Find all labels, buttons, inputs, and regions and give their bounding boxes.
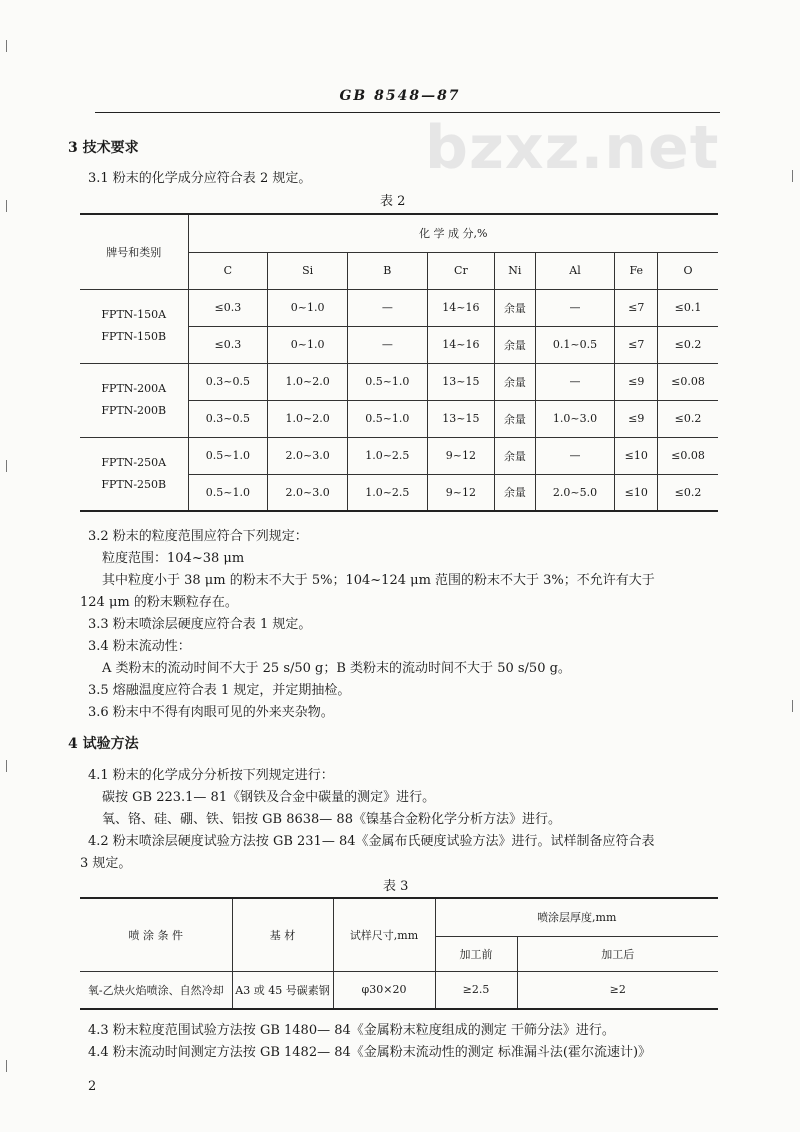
composition-cell: ≤0.1 <box>658 289 718 326</box>
grade-label: FPTN-200A <box>101 382 167 395</box>
scan-margin-mark <box>6 40 7 52</box>
composition-cell: 余量 <box>495 289 536 326</box>
para-3-1: 3.1 粉末的化学成分应符合表 2 规定。 <box>88 171 312 186</box>
header-element: Al <box>535 252 615 289</box>
table-3 <box>80 897 718 1010</box>
header-element: Fe <box>615 252 658 289</box>
standard-number-header: GB 8548—87 <box>339 88 461 104</box>
composition-cell: 余量 <box>495 326 536 363</box>
composition-cell: 余量 <box>495 400 536 437</box>
section-4-heading: 4 试验方法 <box>68 736 139 752</box>
para-4-1-carbon: 碳按 GB 223.1— 81《钢铁及合金中碳量的测定》进行。 <box>102 790 436 805</box>
para-3-2-range: 粒度范围：104~38 μm <box>102 551 245 566</box>
table-2-caption: 表 2 <box>380 194 406 209</box>
scan-margin-mark <box>792 170 793 182</box>
composition-cell: 2.0~5.0 <box>535 474 615 511</box>
composition-cell: 9~12 <box>427 474 494 511</box>
header-rule <box>95 112 720 113</box>
para-3-5: 3.5 熔融温度应符合表 1 规定，并定期抽检。 <box>88 683 351 698</box>
composition-cell: 余量 <box>495 437 536 474</box>
composition-cell: — <box>535 289 615 326</box>
composition-cell: 0~1.0 <box>268 326 348 363</box>
cell-substrate: A3 或 45 号碳素钢 <box>232 971 333 1009</box>
header-composition: 化 学 成 分,% <box>188 214 718 252</box>
composition-cell: 0.1~0.5 <box>535 326 615 363</box>
composition-cell: ≤0.2 <box>658 400 718 437</box>
para-3-4-detail: A 类粉末的流动时间不大于 25 s/50 g；B 类粉末的流动时间不大于 50 s/50 g。 <box>102 661 571 676</box>
composition-cell: 1.0~2.5 <box>347 474 427 511</box>
composition-cell: 0.5~1.0 <box>188 437 268 474</box>
composition-cell: 13~15 <box>427 363 494 400</box>
composition-cell: 0.3~0.5 <box>188 400 268 437</box>
composition-cell: 14~16 <box>427 289 494 326</box>
composition-cell: 0~1.0 <box>268 289 348 326</box>
cell-size: φ30×20 <box>333 971 435 1009</box>
composition-cell: 13~15 <box>427 400 494 437</box>
composition-cell: 1.0~2.0 <box>268 400 348 437</box>
scan-margin-mark <box>792 700 793 712</box>
composition-cell: ≤0.08 <box>658 437 718 474</box>
page-number: 2 <box>88 1079 97 1094</box>
composition-cell: — <box>535 363 615 400</box>
composition-cell: ≤9 <box>615 363 658 400</box>
grade-label: FPTN-250B <box>101 477 167 491</box>
para-4-2: 4.2 粉末喷涂层硬度试验方法按 GB 231— 84《金属布氏硬度试验方法》进行。试样制备应符合表 <box>88 834 655 849</box>
para-4-1: 4.1 粉末的化学成分分析按下列规定进行： <box>88 768 334 783</box>
table-3-caption: 表 3 <box>383 879 409 894</box>
para-3-4: 3.4 粉末流动性： <box>88 639 191 654</box>
composition-cell: 0.5~1.0 <box>347 400 427 437</box>
composition-cell: 0.5~1.0 <box>188 474 268 511</box>
composition-cell: ≤0.2 <box>658 326 718 363</box>
header-thickness: 喷涂层厚度,mm <box>435 898 718 936</box>
cell-condition: 氧-乙炔火焰喷涂、自然冷却 <box>80 971 232 1009</box>
header-grade: 牌号和类别 <box>80 214 188 289</box>
grade-cell <box>80 289 188 363</box>
para-3-6: 3.6 粉末中不得有肉眼可见的外来夹杂物。 <box>88 705 334 720</box>
scan-margin-mark <box>6 460 7 472</box>
para-3-2: 3.2 粉末的粒度范围应符合下列规定： <box>88 529 308 544</box>
header-size: 试样尺寸,mm <box>333 898 435 971</box>
composition-cell: 2.0~3.0 <box>268 437 348 474</box>
para-3-2-detail-cont: 124 μm 的粉末颗粒存在。 <box>80 595 238 610</box>
composition-cell: ≤0.08 <box>658 363 718 400</box>
grade-cell <box>80 363 188 437</box>
grade-label: FPTN-250A <box>101 455 167 469</box>
header-element: O <box>658 252 718 289</box>
composition-cell: ≤10 <box>615 437 658 474</box>
grade-label: FPTN-150B <box>101 330 167 343</box>
composition-cell: ≤10 <box>615 474 658 511</box>
para-4-3: 4.3 粉末粒度范围试验方法按 GB 1480— 84《金属粉末粒度组成的测定 干筛分法》进行。 <box>88 1023 615 1038</box>
composition-cell: ≤0.3 <box>188 289 268 326</box>
composition-cell: ≤0.3 <box>188 326 268 363</box>
header-element: Si <box>268 252 348 289</box>
para-4-4: 4.4 粉末流动时间测定方法按 GB 1482— 84《金属粉末流动性的测定 标准漏斗法(霍尔流速计)》 <box>88 1045 652 1060</box>
grade-label: FPTN-200B <box>101 404 167 417</box>
composition-cell: 2.0~3.0 <box>268 474 348 511</box>
composition-cell: — <box>347 326 427 363</box>
cell-before: ≥2.5 <box>435 971 517 1009</box>
composition-cell: ≤7 <box>615 289 658 326</box>
grade-label: FPTN-150A <box>101 308 167 321</box>
composition-cell: 1.0~2.5 <box>347 437 427 474</box>
cell-after: ≥2 <box>517 971 718 1009</box>
scan-margin-mark <box>6 760 7 772</box>
header-condition: 喷 涂 条 件 <box>80 898 232 971</box>
table-row <box>80 437 718 474</box>
composition-cell: 0.3~0.5 <box>188 363 268 400</box>
composition-cell: 9~12 <box>427 437 494 474</box>
header-element: B <box>347 252 427 289</box>
composition-cell: ≤0.2 <box>658 474 718 511</box>
watermark: bzxz.net <box>425 113 720 183</box>
composition-cell: 1.0~3.0 <box>535 400 615 437</box>
grade-cell <box>80 437 188 511</box>
composition-cell: ≤7 <box>615 326 658 363</box>
table-2 <box>80 213 718 512</box>
composition-cell: 14~16 <box>427 326 494 363</box>
scan-margin-mark <box>6 200 7 212</box>
header-before: 加工前 <box>435 936 517 971</box>
section-3-heading: 3 技术要求 <box>68 140 139 156</box>
header-element: C <box>188 252 268 289</box>
header-element: Ni <box>495 252 536 289</box>
header-substrate: 基 材 <box>232 898 333 971</box>
table-row <box>80 289 718 326</box>
header-after: 加工后 <box>517 936 718 971</box>
para-4-2-cont: 3 规定。 <box>80 856 132 871</box>
para-3-3: 3.3 粉末喷涂层硬度应符合表 1 规定。 <box>88 617 312 632</box>
scan-margin-mark <box>6 1060 7 1072</box>
composition-cell: 余量 <box>495 474 536 511</box>
composition-cell: ≤9 <box>615 400 658 437</box>
table-row <box>80 363 718 400</box>
para-3-2-detail: 其中粒度小于 38 μm 的粉末不大于 5%；104~124 μm 范围的粉末不大于 3%；不允许有大于 <box>102 573 655 588</box>
composition-cell: — <box>347 289 427 326</box>
composition-cell: 余量 <box>495 363 536 400</box>
composition-cell: 1.0~2.0 <box>268 363 348 400</box>
composition-cell: — <box>535 437 615 474</box>
para-4-1-others: 氧、铬、硅、硼、铁、铝按 GB 8638— 88《镍基合金粉化学分析方法》进行。 <box>102 812 561 827</box>
composition-cell: 0.5~1.0 <box>347 363 427 400</box>
header-element: Cr <box>427 252 494 289</box>
